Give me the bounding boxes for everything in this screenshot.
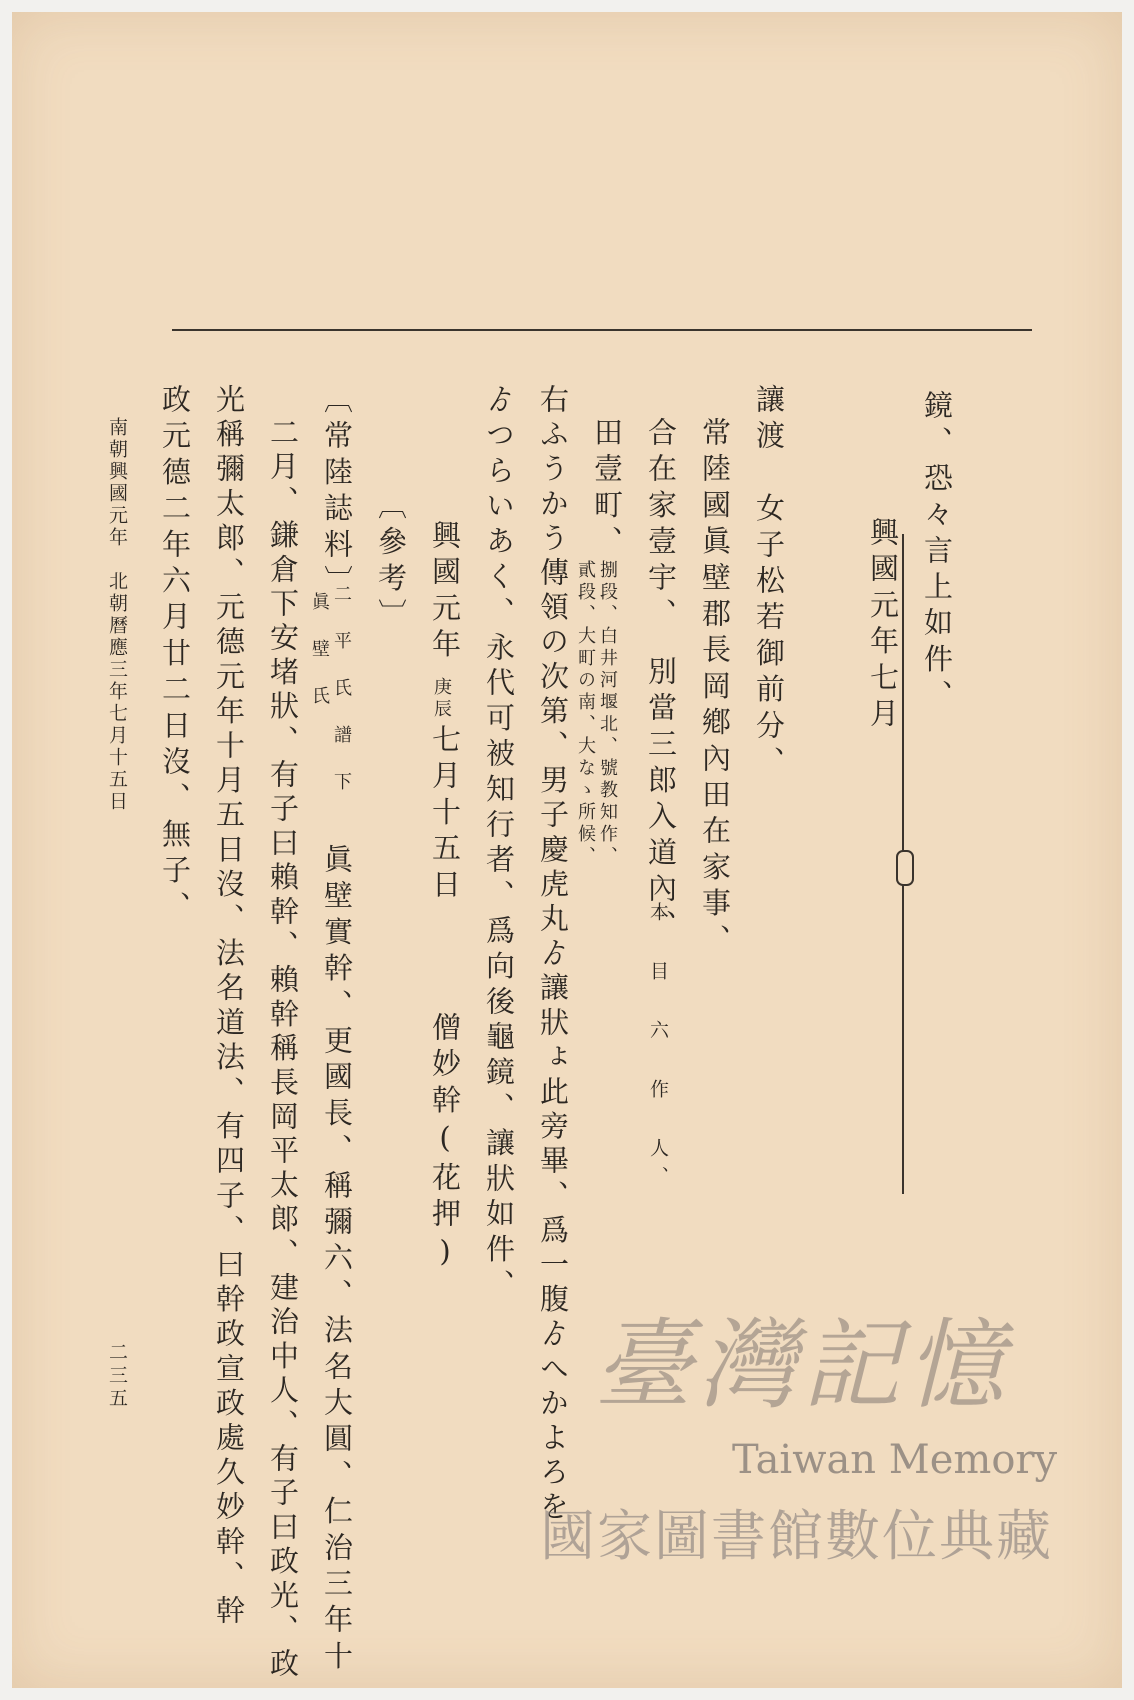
divider-ornament <box>896 850 914 886</box>
watermark-chinese: 國家圖書館數位典藏 <box>540 1504 1054 1568</box>
text-column-7: 右ふうかう傳領の次第、男子慶虎丸ゟ讓狀ょ此旁畢、爲一腹ゟへかよろを <box>536 384 570 1526</box>
text-column-4: 常陸國眞壁郡長岡鄕內田在家事、 <box>698 417 732 960</box>
source-title: 〔常陸誌料〕 <box>320 384 354 602</box>
text-column-9-date: 興國元年 <box>428 520 462 665</box>
text-column-6-note-a: 捌段、白井河堰北、號教知作、 <box>597 560 618 868</box>
text-column-8: ゟつらいあく、永代可被知行者、爲向後龜鏡、讓狀如件、 <box>482 384 516 1305</box>
text-column-9-day: 七月十五日 <box>428 724 462 905</box>
text-column-9-era: 庚辰 <box>431 677 452 721</box>
top-rule <box>172 329 1032 331</box>
watermark-english: Taiwan Memory <box>732 1437 1058 1483</box>
text-column-5-note: 本 目 六 作 人、 <box>647 902 669 1194</box>
text-column-11: 眞壁實幹、更國長、稱彌六、法名大圓、仁治三年十 <box>320 844 354 1677</box>
source-subtitle-b: 眞 壁 氏 <box>309 592 330 708</box>
text-column-5: 合在家壹宇、 別當三郎入道內、 <box>644 417 678 946</box>
source-subtitle-a: 二 平 氏 譜 下 <box>331 584 352 794</box>
text-column-13: 光稱彌太郞、元德元年十月五日沒、法名道法、有四子、曰幹政宣政處久妙幹、幹 <box>212 384 246 1630</box>
text-column-3: 讓渡 女子松若御前分、 <box>752 384 786 783</box>
watermark-logo <box>522 1287 1082 1567</box>
watermark-logo-text: 臺灣記憶 <box>593 1309 1010 1423</box>
text-column-2: 興國元年七月 <box>866 517 900 735</box>
page-number: 二三五 <box>106 1342 128 1411</box>
document-page <box>12 12 1122 1688</box>
running-head: 南朝興國元年 北朝曆應三年七月十五日 <box>106 417 128 813</box>
text-column-6-note-b: 貳段、大町の南、大なゝ所候、 <box>575 560 596 868</box>
text-column-1: 鏡、恐々言上如件、 <box>920 390 954 716</box>
text-column-14: 政元德二年六月廿二日沒、無子、 <box>158 384 192 927</box>
text-column-6: 田壹町、 <box>590 417 624 562</box>
text-column-12: 二月、鎌倉下安堵狀、有子曰賴幹、賴幹稱長岡平太郞、建治中人、有子曰政光、政 <box>266 417 300 1683</box>
section-heading-reference: 〔參考〕 <box>374 490 408 635</box>
text-column-9-signature: 僧妙幹(花押) <box>428 1012 462 1276</box>
